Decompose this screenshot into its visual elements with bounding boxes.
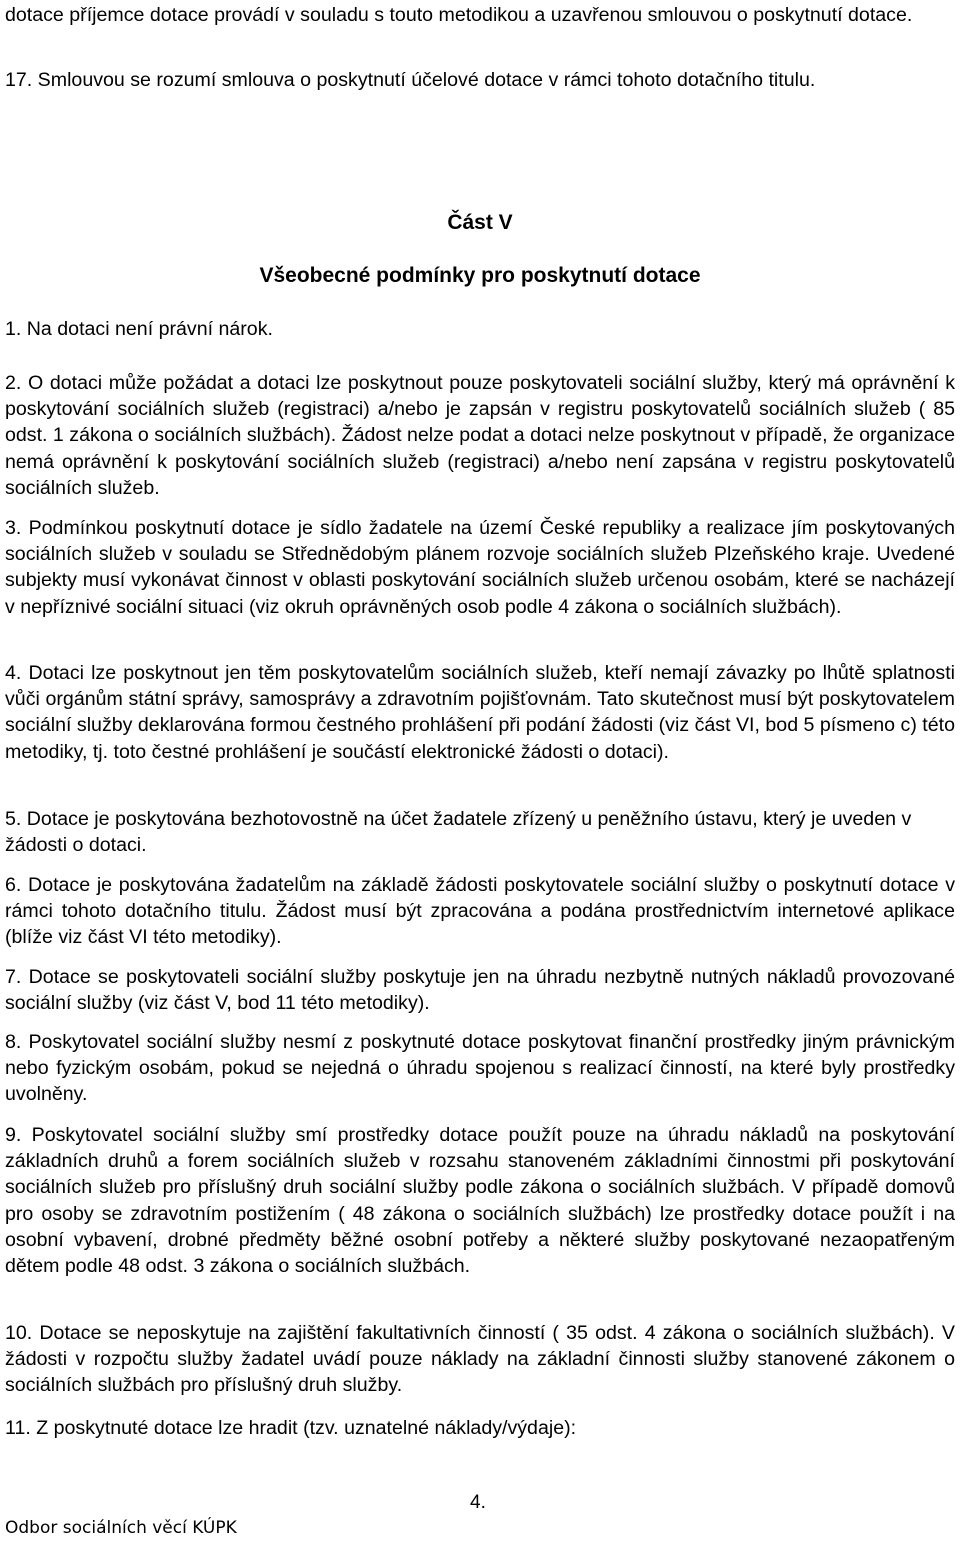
footer-department: Odbor sociálních věcí KÚPK <box>5 1518 237 1538</box>
item-3: 3. Podmínkou poskytnutí dotace je sídlo žadatele na území České republiky a realizace jím poskytovaných sociálních služeb v souladu se Střednědobým plánem rozvoje sociálních služeb Plzeňského kraje. Uvedené subjekty musí vykonávat činnost v oblasti poskytování sociálních služeb určenou osobám, které se nacházejí v nepříznivé sociální situaci (viz okruh oprávněných osob podle 4 zákona o sociálních službách). <box>5 517 955 618</box>
item-6: 6. Dotace je poskytována žadatelům na základě žádosti poskytovatele sociální služby o poskytnutí dotace v rámci tohoto dotačního titulu. Žádost musí být zpracována a podána prostřednictvím internetové aplikace (blíže viz část VI této metodiky). <box>5 874 955 949</box>
item-9: 9. Poskytovatel sociální služby smí prostředky dotace použít pouze na úhradu nákladů na poskytování základních druhů a forem sociálních služeb v rozsahu stanoveném základními činnostmi při poskytování sociálních služeb pro příslušný druh sociální služby podle zákona o sociálních službách. V případě domovů pro osoby se zdravotním postižením ( 48 zákona o sociálních službách) lze prostředky dotace použít i na osobní vybavení, drobné předměty běžné osobní potřeby a některé služby poskytované nezaopatřeným dětem podle 48 odst. 3 zákona o sociálních službách. <box>5 1124 955 1278</box>
part-heading: Část V <box>447 211 513 234</box>
item-17: 17. Smlouvou se rozumí smlouva o poskytnutí účelové dotace v rámci tohoto dotačního titulu. <box>5 69 816 91</box>
item-5: 5. Dotace je poskytována bezhotovostně na účet žadatele zřízený u peněžního ústavu, který je uveden v žádosti o dotaci. <box>5 808 912 857</box>
item-11: 11. Z poskytnuté dotace lze hradit (tzv. uznatelné náklady/výdaje): <box>5 1417 577 1439</box>
item-2: 2. O dotaci může požádat a dotaci lze poskytnout pouze poskytovateli sociální služby, který má oprávnění k poskytování sociálních služeb (registraci) a/nebo je zapsán v registru poskytovatelů sociálních služeb ( 85 odst. 1 zákona o sociálních službách). Žádost nelze podat a dotaci nelze poskytnout v případě, že organizace nemá oprávnění k poskytování sociálních služeb (registraci) a/nebo není zapsána v registru poskytovatelů sociálních služeb. <box>5 372 955 499</box>
item-7: 7. Dotace se poskytovateli sociální služby poskytuje jen na úhradu nezbytně nutných nákladů provozované sociální služby (viz část V, bod 11 této metodiky). <box>5 966 955 1015</box>
page-number: 4. <box>470 1492 486 1513</box>
part-subheading: Všeobecné podmínky pro poskytnutí dotace <box>259 264 701 287</box>
item-10: 10. Dotace se neposkytuje na zajištění fakultativních činností ( 35 odst. 4 zákona o sociálních službách). V žádosti v rozpočtu služby žadatel uvádí pouze náklady na základní činnosti služby stanovené zákonem o sociálních službách pro příslušný druh služby. <box>5 1322 955 1397</box>
intro-paragraph: dotace příjemce dotace provádí v souladu s touto metodikou a uzavřenou smlouvou o poskytnutí dotace. <box>5 4 913 26</box>
item-8: 8. Poskytovatel sociální služby nesmí z poskytnuté dotace poskytovat finanční prostředky jiným právnickým nebo fyzickým osobám, pokud se nejedná o úhradu spojenou s realizací činností, na které byly prostředky uvolněny. <box>5 1031 955 1106</box>
item-4: 4. Dotaci lze poskytnout jen těm poskytovatelům sociálních služeb, kteří nemají závazky po lhůtě splatnosti vůči orgánům státní správy, samosprávy a zdravotním pojišťovnám. Tato skutečnost musí být poskytovatelem sociální služby deklarována formou čestného prohlášení při podání žádosti (viz část VI, bod 5 písmeno c) této metodiky, tj. toto čestné prohlášení je součástí elektronické žádosti o dotaci). <box>5 662 955 763</box>
item-1: 1. Na dotaci není právní nárok. <box>5 318 273 340</box>
